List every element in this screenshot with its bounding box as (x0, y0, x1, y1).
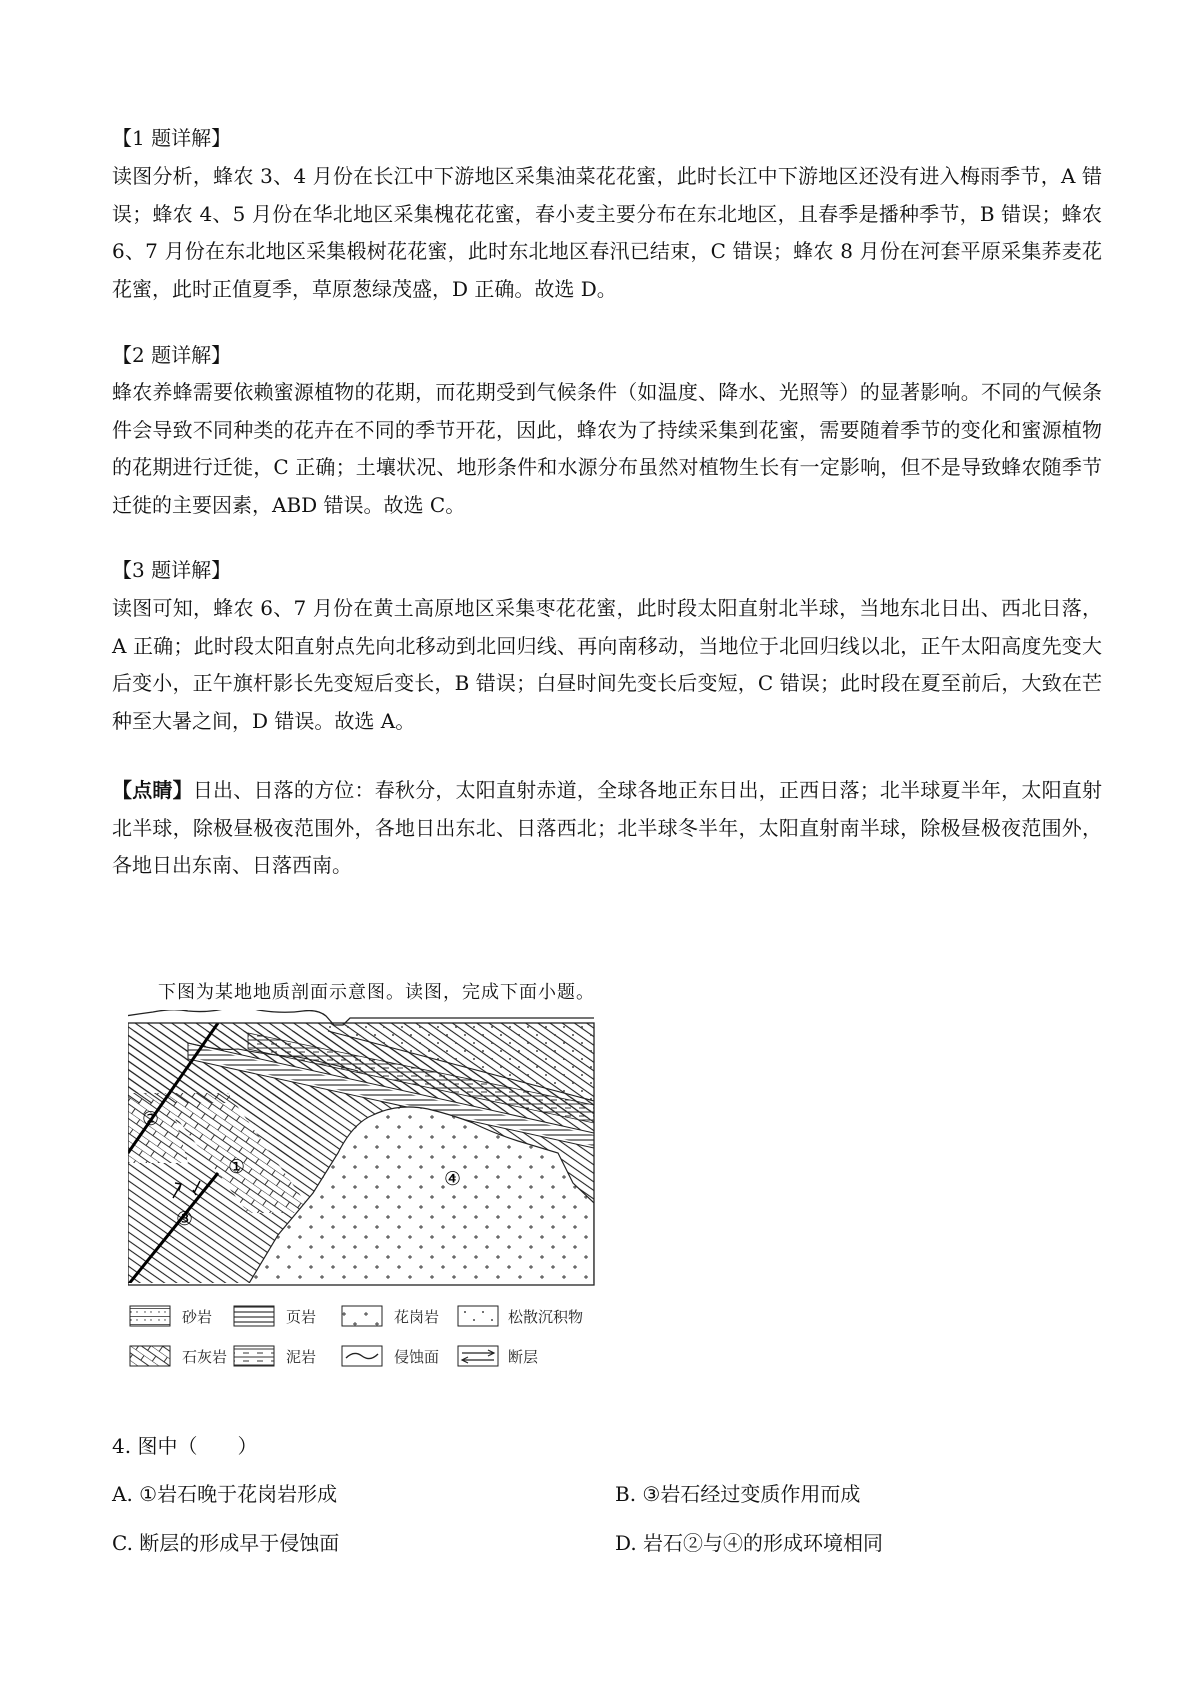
tip-paragraph (112, 772, 1102, 885)
question-stem: 4. 图中（ ） (112, 1434, 258, 1458)
tip-body: 日出、日落的方位：春秋分，太阳直射赤道，全球各地正东日出，正西日落；北半球夏半年，太阳直射北半球，除极昼极夜范围外，各地日出东北、日落西北；北半球冬半年，太阳直射南半球，除极昼极夜范围外，各地日出东南、日落西南。 (112, 778, 1103, 877)
legend-shale: 页岩 (286, 1309, 317, 1326)
legend-mudstone: 泥岩 (286, 1349, 317, 1366)
legend-erosion-surface: 侵蚀面 (394, 1349, 440, 1366)
option-c: C. 断层的形成早于侵蚀面 (112, 1531, 340, 1555)
legend-fault: 断层 (508, 1349, 539, 1366)
section-1-heading: 【1 题详解】 (112, 126, 232, 150)
tip-label: 【点睛】 (112, 778, 193, 802)
label-1: ① (228, 1156, 246, 1178)
geologic-section-diagram (128, 1010, 668, 1400)
section-2-body: 蜂农养蜂需要依赖蜜源植物的花期，而花期受到气候条件（如温度、降水、光照等）的显著影响。不同的气候条件会导致不同种类的花卉在不同的季节开花，因此，蜂农为了持续采集到花蜜，需要随着季节的变化和蜜源植物的花期进行迁徙，C 正确；土壤状况、地形条件和水源分布虽然对植物生长有一定影响，但不是导致蜂农随季节迁徙的主要因素，ABD 错误。故选 C。 (112, 380, 1102, 517)
legend-loose-sediment: 松散沉积物 (508, 1309, 584, 1326)
option-a: A. ①岩石晚于花岗岩形成 (112, 1482, 338, 1506)
legend-sandstone: 砂岩 (182, 1309, 213, 1326)
label-3: ③ (176, 1208, 194, 1230)
option-b: B. ③岩石经过变质作用而成 (615, 1482, 861, 1506)
legend-limestone: 石灰岩 (182, 1349, 228, 1366)
geologic-section-figure (128, 1010, 668, 1400)
figure-intro: 下图为某地地质剖面示意图。读图，完成下面小题。 (158, 982, 595, 1003)
label-2: ② (142, 1108, 160, 1130)
option-d: D. 岩石②与④的形成环境相同 (615, 1531, 884, 1555)
section-3-heading: 【3 题详解】 (112, 558, 232, 582)
section-2-heading: 【2 题详解】 (112, 343, 232, 367)
label-4: ④ (444, 1168, 462, 1190)
section-3-body: 读图可知，蜂农 6、7 月份在黄土高原地区采集枣花花蜜，此时段太阳直射北半球，当地东北日出、西北日落，A 正确；此时段太阳直射点先向北移动到北回归线、再向南移动，当地位于北回归线以北，正午太阳高度先变大后变小，正午旗杆影长先变短后变长，B 错误；白昼时间先变长后变短，C 错误；此时段在夏至前后，大致在芒种至大暑之间，D 错误。故选 A。 (112, 596, 1102, 733)
legend-granite: 花岗岩 (394, 1309, 440, 1326)
section-1-body: 读图分析，蜂农 3、4 月份在长江中下游地区采集油菜花花蜜，此时长江中下游地区还没有进入梅雨季节，A 错误；蜂农 4、5 月份在华北地区采集槐花花蜜，春小麦主要分布在东北地区，且春季是播种季节，B 错误；蜂农 6、7 月份在东北地区采集椴树花花蜜，此时东北地区春汛已结束，C 错误；蜂农 8 月份在河套平原采集荞麦花花蜜，此时正值夏季，草原葱绿茂盛，D 正确。故选 D。 (112, 164, 1102, 301)
